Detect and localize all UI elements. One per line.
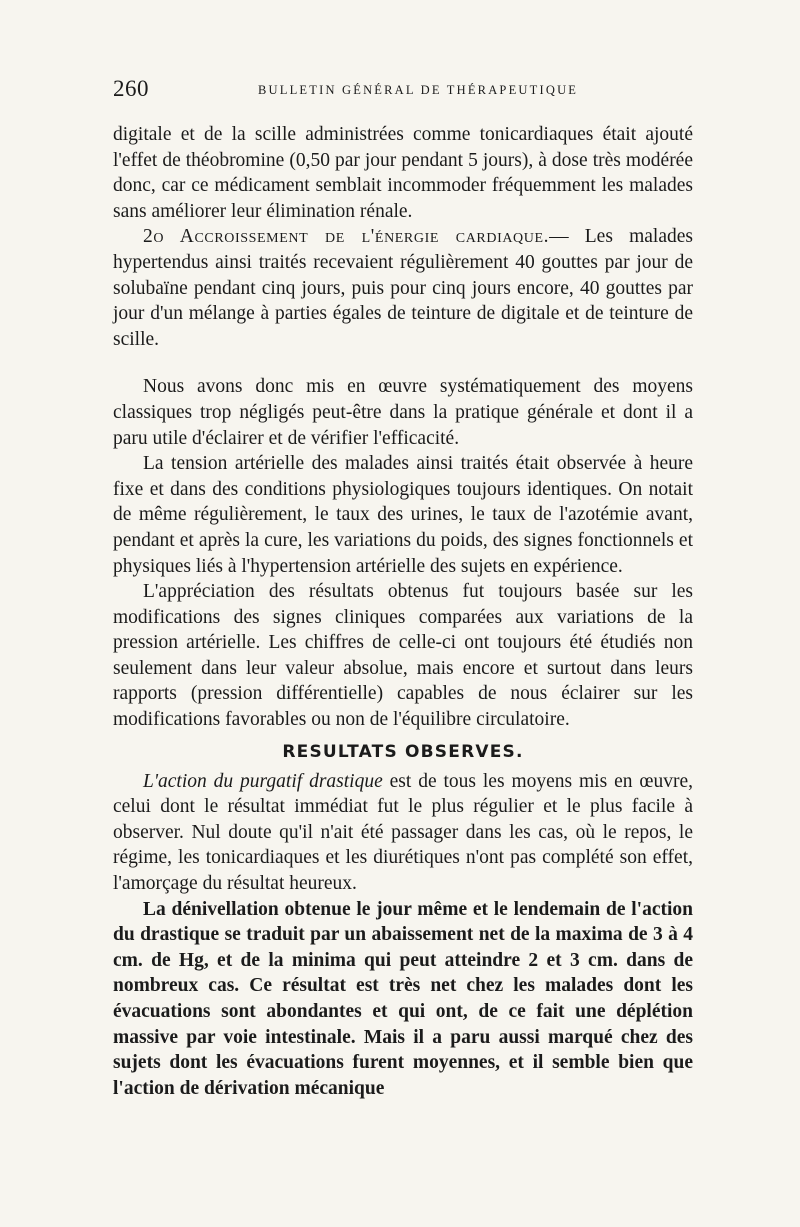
running-header: [113, 76, 693, 106]
paragraph: [113, 769, 693, 897]
paragraph: La tension artérielle des malades ainsi traités était observée à heure fixe et dans des conditions physiologiques toujours identiques. On notait de même régulièrement, le taux des urines, le taux de l'azotémie avant, pendant et après la cure, les variations du poids, des signes fonctionnels et physiques liés à l'hypertension artérielle des sujets en expérience.: [113, 453, 693, 577]
paragraph-continued: digitale et de la scille administrées comme tonicardiaques était ajouté l'effet de théobromine (0,50 par jour pendant 5 jours), à dose très modérée donc, car ce médicament semblait incommoder fréquemment les malades sans améliorer leur élimination rénale.: [113, 124, 693, 222]
paragraph: Nous avons donc mis en œuvre systématiquement des moyens classiques trop négligés peut-être dans la pratique générale et dont il a paru utile d'éclairer et de vérifier l'efficacité.: [113, 376, 693, 449]
paragraph: L'appréciation des résultats obtenus fut toujours basée sur les modifications des signes cliniques comparées aux variations de la pression artérielle. Les chiffres de celle-ci ont toujours été étudiés non seulement dans leur valeur absolue, mais encore et surtout dans leurs rapports (pression différentielle) capables de nous éclairer sur les modifications favorables ou non de l'équilibre circulatoire.: [113, 581, 693, 731]
paragraph: La dénivellation obtenue le jour même et le lendemain de l'action du drastique se traduit par un abaissement net de la maxima de 3 à 4 cm. de Hg, et de la minima qui peut atteindre 2 et 3 cm. dans de nombreux cas. Ce résultat est très net chez les malades dont les évacuations sont abondantes et qui ont, de ce fait une déplétion massive par voie intestinale. Mais il a paru aussi marqué chez des sujets dont les évacuations furent moyennes, et il semble bien que l'action de dérivation mécanique: [113, 898, 693, 1099]
italic-phrase: L'action du purgatif drastique: [143, 770, 383, 792]
paragraph-text: — Les malades hypertendus ainsi traités recevaient régulièrement 40 gouttes par jour de solubaïne pendant cinq jours, puis pour cinq jours encore, 40 gouttes par jour d'un mélange à parties égales de teinture de digitale et de teinture de scille.: [113, 226, 694, 350]
paragraph-cardiac-energy: [113, 224, 693, 352]
paragraph-text: est de tous les moyens mis en œuvre, celui dont le résultat immédiat fut le plus régulier et le plus facile à observer. Nul doute qu'il n'ait été passager dans les cas, où le repos, le régime, les tonicardiaques et les diurétiques n'ont pas complété son effet, l'amorçage du résultat heureux.: [113, 770, 693, 895]
page-number: 260: [113, 76, 149, 101]
journal-title: BULLETIN GÉNÉRAL DE THÉRAPEUTIQUE: [258, 83, 579, 97]
subsection-heading: 2o Accroissement de l'énergie cardiaque.: [143, 226, 550, 248]
paragraph-gap: [113, 352, 693, 374]
section-heading: RESULTATS OBSERVES.: [282, 741, 524, 762]
body-text: [113, 122, 693, 1101]
